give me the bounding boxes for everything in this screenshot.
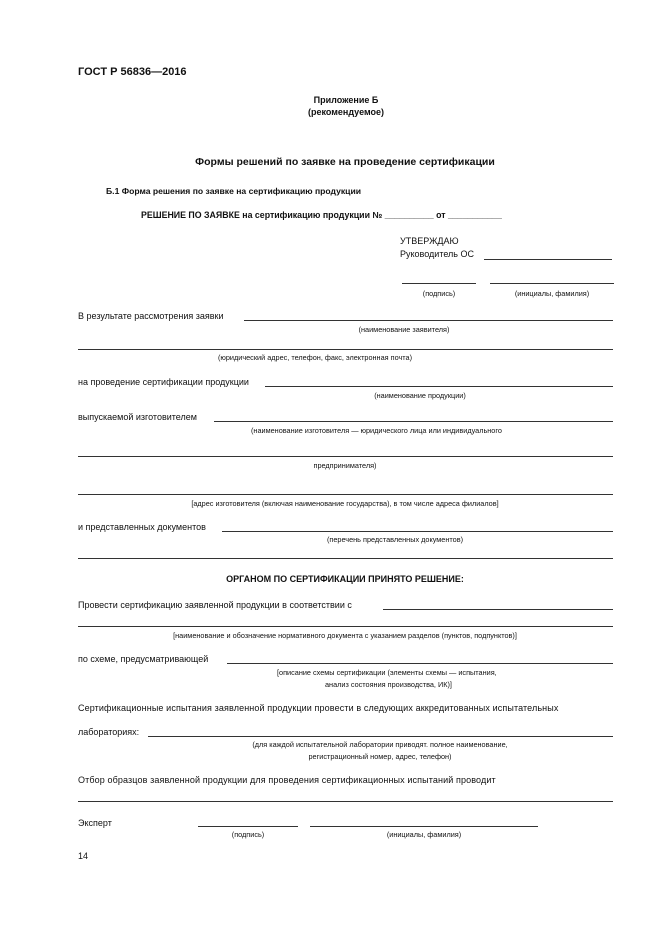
documents-label: и представленных документов <box>78 522 206 532</box>
conduct-label: Провести сертификацию заявленной продукции в соответствии с <box>78 600 352 610</box>
address-field[interactable] <box>78 349 613 350</box>
entrepreneur-caption: предпринимателя) <box>313 461 377 470</box>
scheme-label: по схеме, предусматривающей <box>78 654 209 664</box>
norm-field[interactable] <box>383 609 613 610</box>
labs-caption-2: регистрационный номер, адрес, телефон) <box>308 752 452 761</box>
documents-field-2[interactable] <box>78 558 613 559</box>
manufacturer-address-caption: [адрес изготовителя (включая наименование государства), в том числе адреса филиалов] <box>191 499 499 508</box>
approve-label: УТВЕРЖДАЮ <box>400 236 459 246</box>
scheme-field[interactable] <box>227 663 613 664</box>
applicant-field[interactable] <box>244 320 613 321</box>
documents-field[interactable] <box>222 531 613 532</box>
decision-heading-text: РЕШЕНИЕ ПО ЗАЯВКЕ на сертификацию продукции № <box>141 210 383 220</box>
manufacturer-label: выпускаемой изготовителем <box>78 412 197 422</box>
manufacturer-caption: (наименование изготовителя — юридического лица или индивидуального <box>251 426 502 435</box>
head-signature-field[interactable] <box>402 283 476 284</box>
head-signature-caption: (подпись) <box>422 289 456 298</box>
sampling-field[interactable] <box>78 801 613 802</box>
expert-name-field[interactable] <box>310 826 538 827</box>
expert-signature-field[interactable] <box>198 826 298 827</box>
head-name-caption: (инициалы, фамилия) <box>514 289 590 298</box>
head-label: Руководитель ОС <box>400 249 474 259</box>
decision-heading <box>141 210 502 220</box>
decision-from-label: от <box>436 210 446 220</box>
product-field[interactable] <box>265 386 613 387</box>
documents-caption: (перечень представленных документов) <box>326 535 464 544</box>
cert-label: на проведение сертификации продукции <box>78 377 249 387</box>
product-caption: (наименование продукции) <box>374 391 466 400</box>
section-subtitle: Б.1 Форма решения по заявке на сертификацию продукции <box>106 186 362 196</box>
sampling-label: Отбор образцов заявленной продукции для проведения сертификационных испытаний проводит <box>78 775 496 785</box>
head-name-field[interactable] <box>484 259 612 260</box>
labs-field[interactable] <box>148 736 613 737</box>
labs-caption-1: (для каждой испытательной лаборатории приводят. полное наименование, <box>252 740 508 749</box>
address-caption: (юридический адрес, телефон, факс, электронная почта) <box>217 353 413 362</box>
appendix-status: (рекомендуемое) <box>308 107 384 117</box>
decision-number-field[interactable]: __________ <box>384 210 434 220</box>
norm-field-2[interactable] <box>78 626 613 627</box>
section-title: Формы решений по заявке на проведение сертификации <box>195 156 495 168</box>
scheme-caption-1: [описание схемы сертификации (элементы схемы — испытания, <box>277 668 497 677</box>
labs-label: лабораториях: <box>78 727 140 737</box>
page-number: 14 <box>78 851 89 861</box>
norm-caption: [наименование и обозначение нормативного документа с указанием разделов (пунктов, подпунктов)] <box>173 631 517 640</box>
decision-body-heading: ОРГАНОМ ПО СЕРТИФИКАЦИИ ПРИНЯТО РЕШЕНИЕ: <box>226 574 464 584</box>
manufacturer-address-field[interactable] <box>78 494 613 495</box>
expert-name-caption: (инициалы, фамилия) <box>386 830 462 839</box>
head-initials-field[interactable] <box>490 283 614 284</box>
expert-signature-caption: (подпись) <box>231 830 265 839</box>
decision-date-field[interactable]: ___________ <box>448 210 502 220</box>
manufacturer-field-2[interactable] <box>78 456 613 457</box>
expert-label: Эксперт <box>78 818 112 828</box>
standard-code: ГОСТ Р 56836—2016 <box>78 66 187 78</box>
manufacturer-field[interactable] <box>214 421 613 422</box>
review-label: В результате рассмотрения заявки <box>78 311 224 321</box>
applicant-caption: (наименование заявителя) <box>358 325 450 334</box>
appendix-title: Приложение Б <box>313 95 379 105</box>
scheme-caption-2: анализ состояния производства, ИК)] <box>325 680 452 689</box>
tests-label: Сертификационные испытания заявленной продукции провести в следующих аккредитованных испытательных <box>78 703 559 713</box>
